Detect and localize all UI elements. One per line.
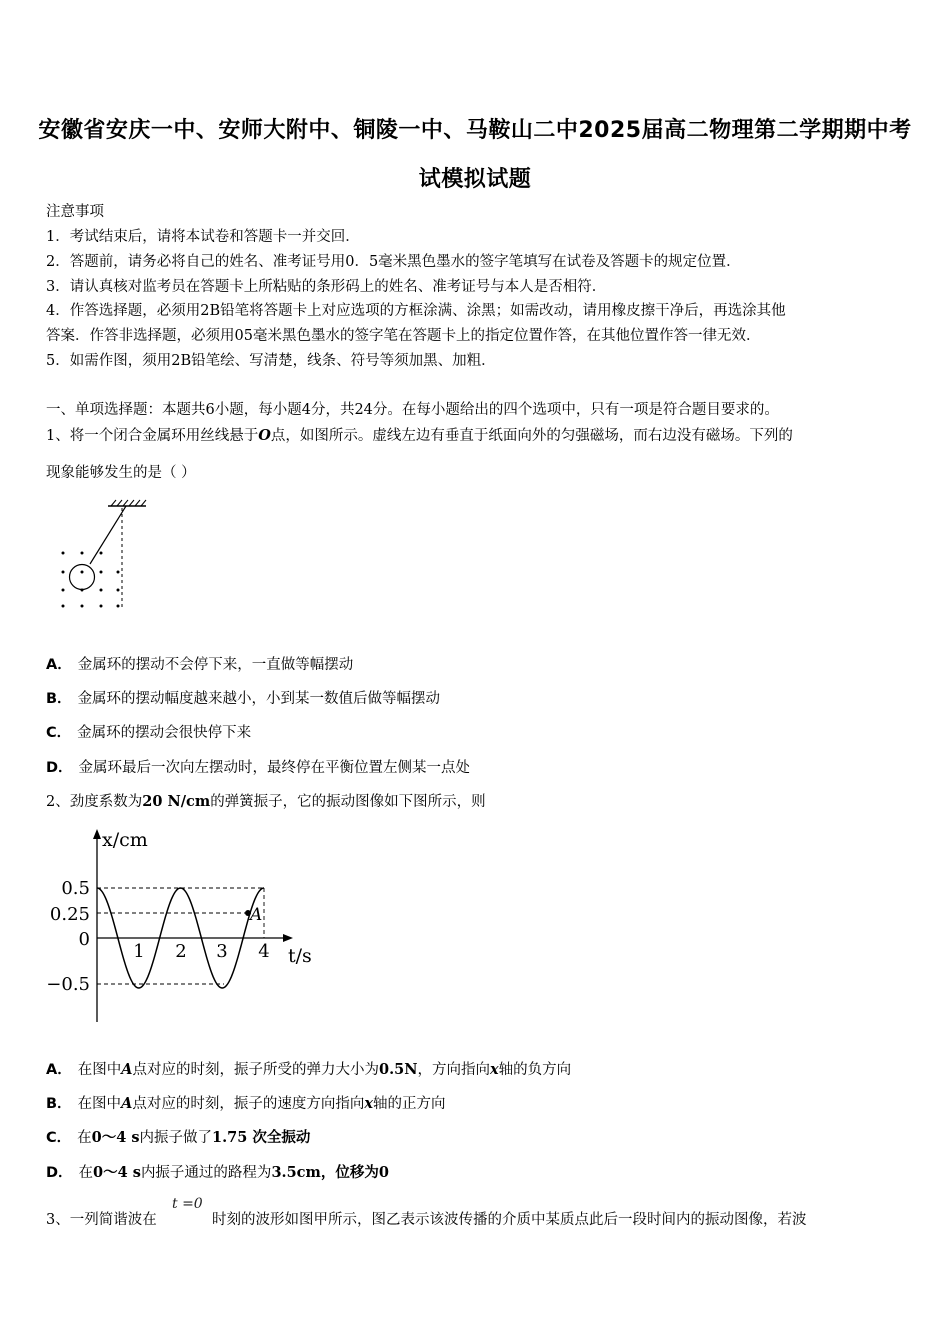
- notice-item-5: 5．如需作图，须用2B铅笔绘、写清楚，线条、符号等须加黑、加粗．: [46, 353, 496, 369]
- notice-item-4: 4．作答选择题，必须用2B铅笔将答题卡上对应选项的方框涂满、涂黑；如需改动，请用橡皮擦干净后，再选涂其他: [46, 303, 786, 319]
- q2-stem-spring-constant: 20 N/cm: [142, 793, 211, 810]
- q2-option-d-text-2: 内振子通过的路程为: [140, 1165, 272, 1181]
- q2-option-c-letter: C．: [46, 1130, 72, 1146]
- graph-y-axis-arrow: [93, 829, 101, 839]
- q2-option-b-text-4: 轴的正方向: [372, 1096, 446, 1112]
- q2-option-c-text-2: 内振子做了: [139, 1130, 213, 1146]
- q2-option-b-text-2: 点对应的时刻，振子的速度方向指向: [132, 1096, 365, 1112]
- q2-option-d-text-3: 3.5cm，位移为0: [271, 1164, 389, 1181]
- q2-option-c-time: 0～4 s: [91, 1129, 140, 1146]
- q1-option-d: [46, 759, 470, 777]
- notice-item-1: 1．考试结束后，请将本试卷和答题卡一并交回．: [46, 229, 360, 245]
- q1-option-c-text: 金属环的摆动会很快停下来: [77, 725, 252, 741]
- q2-stem-part-a: 2、劲度系数为: [46, 794, 143, 810]
- q2-option-d-time: 0～4 s: [93, 1164, 141, 1181]
- y-tick-neg-0-5: −0.5: [46, 974, 90, 995]
- q2-option-d-text-1: 在: [78, 1165, 94, 1181]
- q2-option-a-text-2: 点对应的时刻，振子所受的弹力大小为: [132, 1062, 379, 1078]
- q1-stem-line2: 现象能够发生的是（ ）: [46, 465, 196, 481]
- q1-option-a: [46, 656, 353, 674]
- q3-stem-b: 时刻的波形如图甲所示，图乙表示该波传播的介质中某质点此后一段时间内的振动图像，若波: [212, 1212, 807, 1228]
- notice-item-4-cont: 答案．作答非选择题，必须用05毫米黑色墨水的签字笔在答题卡上的指定位置作答，在其他位置作答一律无效．: [46, 328, 761, 344]
- q1-option-b-letter: B．: [46, 691, 72, 707]
- x-axis-label: t/s: [288, 945, 312, 967]
- q2-option-c-text-1: 在: [77, 1130, 92, 1146]
- x-tick-1: 1: [133, 941, 145, 962]
- q2-option-a-text-4: 轴的负方向: [498, 1062, 572, 1078]
- q1-option-c-letter: C．: [46, 725, 72, 741]
- q3-stem-a: 3、一列简谐波在: [46, 1212, 157, 1228]
- q1-option-d-text: 金属环最后一次向左摆动时，最终停在平衡位置左侧某一点处: [78, 760, 471, 776]
- q2-option-a-force: 0.5N: [379, 1061, 418, 1078]
- q2-option-c: [46, 1129, 310, 1147]
- q2-option-d: [46, 1164, 389, 1182]
- q2-stem-part-b: 的弹簧振子，它的振动图像如下图所示，则: [210, 794, 486, 810]
- q1-pendulum-figure: [56, 498, 156, 616]
- q1-option-c: [46, 724, 251, 742]
- section-heading: 一、单项选择题：本题共6小题，每小题4分，共24分。在每小题给出的四个选项中，只有一项是符合题目要求的。: [46, 402, 779, 418]
- suspension-thread: [90, 506, 126, 564]
- q1-stem-part-b: 点，如图所示。虚线左边有垂直于纸面向外的匀强磁场，而右边没有磁场。下列的: [270, 428, 793, 444]
- q2-stem: [46, 793, 486, 811]
- q1-stem-point-o: O: [258, 427, 271, 444]
- q2-option-a-var-x: x: [489, 1061, 499, 1078]
- y-tick-0-5: 0.5: [61, 878, 90, 899]
- q2-option-a-text-1: 在图中: [77, 1062, 122, 1078]
- x-tick-4: 4: [258, 941, 270, 962]
- notice-item-3: 3．请认真核对监考员在答题卡上所粘贴的条形码上的姓名、准考证号与本人是否相符．: [46, 279, 607, 295]
- q1-option-b: [46, 690, 440, 708]
- point-a-label: A: [250, 905, 263, 925]
- ceiling-support: [108, 500, 146, 506]
- x-tick-3: 3: [216, 941, 228, 962]
- q1-stem-part-a: 1、将一个闭合金属环用丝线悬于: [46, 428, 259, 444]
- q1-option-a-letter: A．: [46, 657, 72, 673]
- q2-option-a-letter: A．: [46, 1062, 72, 1078]
- q1-option-b-text: 金属环的摆动幅度越来越小，小到某一数值后做等幅摆动: [77, 691, 441, 707]
- q2-option-b-var-a: A: [121, 1095, 133, 1112]
- y-tick-0-25: 0.25: [49, 904, 90, 925]
- q2-option-b-text-1: 在图中: [77, 1096, 122, 1112]
- q2-option-b: [46, 1095, 445, 1113]
- q2-option-d-letter: D．: [46, 1165, 73, 1181]
- exam-title-line1: 安徽省安庆一中、安师大附中、铜陵一中、马鞍山二中2025届高二物理第二学期期中考: [38, 118, 912, 143]
- y-tick-0: 0: [78, 929, 90, 950]
- exam-title-line2: 试模拟试题: [418, 167, 532, 192]
- notice-item-2: 2．答题前，请务必将自己的姓名、准考证号用0．5毫米黑色墨水的签字笔填写在试卷及答题卡的规定位置．: [46, 254, 741, 270]
- metal-ring: [70, 565, 95, 590]
- x-tick-2: 2: [175, 941, 187, 962]
- q3-inline-math: t =0: [172, 1196, 203, 1212]
- graph-x-axis-arrow: [283, 934, 293, 942]
- q2-option-b-letter: B．: [46, 1096, 72, 1112]
- q1-option-d-letter: D．: [46, 760, 73, 776]
- q2-option-a: [46, 1061, 571, 1079]
- q2-option-a-var-a: A: [121, 1061, 133, 1078]
- y-axis-label: x/cm: [102, 829, 148, 851]
- q1-option-a-text: 金属环的摆动不会停下来，一直做等幅摆动: [77, 657, 354, 673]
- q2-option-b-var-x: x: [364, 1095, 373, 1112]
- q2-vibration-graph: [40, 826, 330, 1026]
- q2-option-c-text-3: 1.75 次全振动: [212, 1129, 311, 1146]
- q2-option-a-text-3: ，方向指向: [417, 1062, 490, 1078]
- notice-heading: 注意事项: [46, 204, 104, 220]
- q1-stem: [46, 427, 793, 445]
